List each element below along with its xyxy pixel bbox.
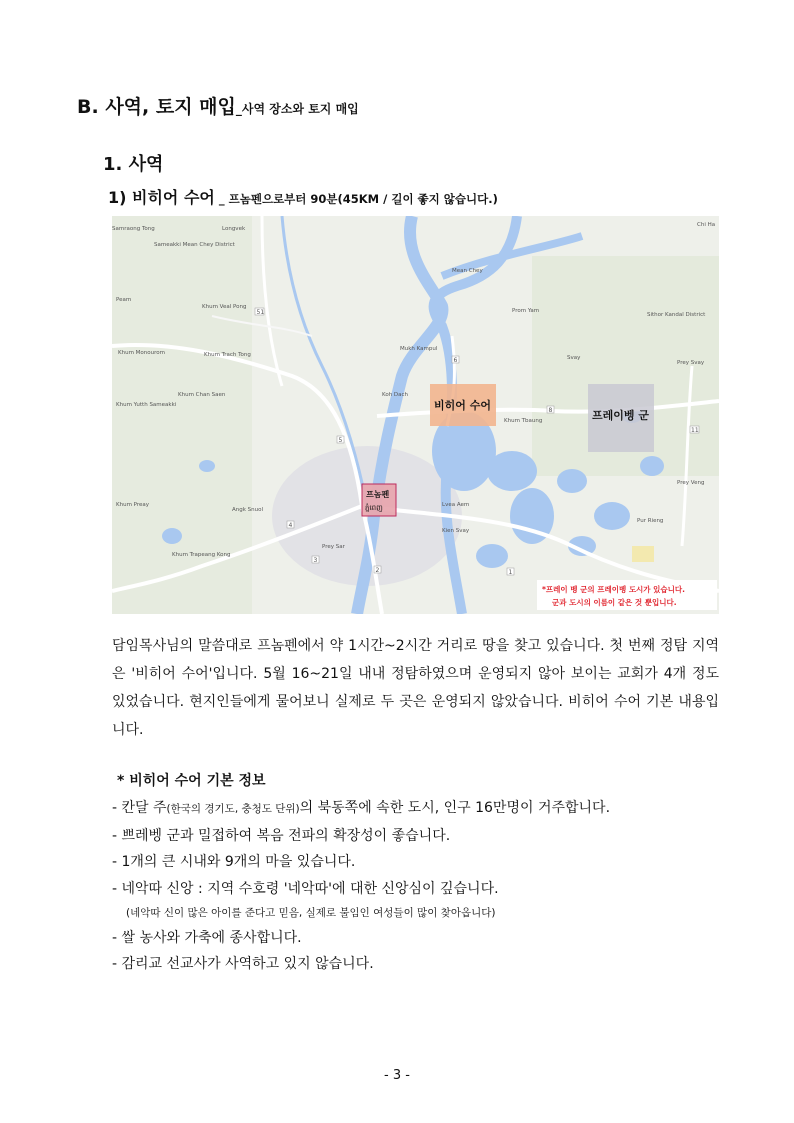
road-number: 3 xyxy=(313,557,318,564)
road-number: 2 xyxy=(375,567,380,574)
list-item: - 네악따 신앙 : 지역 수호령 '네악따'에 대한 신앙심이 깊습니다. xyxy=(112,881,499,897)
map-place: Sameakki Mean Chey District xyxy=(154,242,235,248)
map-place: Peam xyxy=(116,297,132,303)
map-place: Prey Veng xyxy=(677,480,705,486)
list-item-note: (네악따 신이 많은 아이를 준다고 믿음, 실제로 불임인 여성들이 많이 찾아옵니다) xyxy=(126,907,496,919)
phnom-penh-label: 프놈펜 xyxy=(366,490,390,499)
vihear-suor-label: 비히어 수어 xyxy=(434,399,491,412)
map-place: Chi Ha xyxy=(697,222,716,228)
map-place: Mean Chey xyxy=(452,268,483,274)
map-place: Longvek xyxy=(222,226,246,232)
map-place: Koh Dach xyxy=(382,392,409,398)
map-note-line-2: 군과 도시의 이름이 같은 것 뿐입니다. xyxy=(552,598,677,607)
list-item: - 1개의 큰 시내와 9개의 마을 있습니다. xyxy=(112,854,356,870)
info-title: * 비히어 수어 기본 정보 xyxy=(117,773,266,789)
map-place: Lvea Aem xyxy=(442,502,470,508)
prey-veng-label: 프레이벵 군 xyxy=(592,409,649,422)
list-item-text: 의 북동쪽에 속한 도시, 인구 16만명이 거주합니다. xyxy=(299,800,611,816)
road-number: 6 xyxy=(453,357,458,364)
road-number: 1 xyxy=(508,569,513,576)
list-item: - 쁘레벵 군과 밀접하여 복음 전파의 확장성이 좋습니다. xyxy=(112,828,451,844)
map-place: Pur Rieng xyxy=(637,518,664,524)
map-place: Khum Preay xyxy=(116,502,150,508)
road-number: 4 xyxy=(288,522,293,529)
heading-main: B. 사역, 토지 매입 xyxy=(77,96,236,118)
map-place: Angk Snuol xyxy=(232,507,264,513)
road-number: 8 xyxy=(548,407,553,414)
road-number: 5 xyxy=(338,437,343,444)
list-item xyxy=(112,797,610,817)
list-item-text: - 칸달 주 xyxy=(112,800,167,816)
section-title: 1. 사역 xyxy=(103,154,164,175)
map-note-line-1: *프레이 벵 군의 프레이벵 도시가 있습니다. xyxy=(542,585,685,594)
map-place: Sithor Kandal District xyxy=(647,312,706,318)
map-place: Khum Veal Pong xyxy=(202,304,247,310)
subsection-title-main: 1) 비히어 수어 xyxy=(108,188,215,207)
map-place: Khum Tbaung xyxy=(504,418,543,424)
road-number: 11 xyxy=(691,427,699,434)
phnom-penh-khmer-label: ភ្នំពេញ xyxy=(365,504,383,512)
subsection-title xyxy=(108,185,498,208)
map-place: Khum Chan Saen xyxy=(178,392,226,398)
page-number: - 3 - xyxy=(384,1068,410,1083)
map-place: Khum Monourom xyxy=(118,350,165,356)
map-place: Prey Sar xyxy=(322,544,345,550)
map-place: Svay xyxy=(567,355,581,361)
map-place: Khum Trach Tong xyxy=(204,352,251,358)
prey-veng-city-marker xyxy=(632,546,654,562)
map-place: Khum Trapeang Kong xyxy=(172,552,231,558)
map-place: Khum Yutth Sameakki xyxy=(116,402,177,408)
map-image xyxy=(112,216,719,614)
subsection-detail: _ 프놈펜으로부터 90분(45KM / 길이 좋지 않습니다.) xyxy=(214,192,498,206)
road-number: 51 xyxy=(256,309,265,316)
map-place: Samraong Tong xyxy=(112,226,155,232)
map-place: Prey Svay xyxy=(677,360,705,366)
section-heading xyxy=(77,92,359,119)
heading-sub: _사역 장소와 토지 매입 xyxy=(235,102,359,116)
map-place: Kien Svay xyxy=(442,528,470,534)
map-place: Prom Yam xyxy=(512,308,540,314)
list-item: - 감리교 선교사가 사역하고 있지 않습니다. xyxy=(112,956,374,972)
list-item: - 쌀 농사와 가축에 종사합니다. xyxy=(112,930,302,946)
list-item-small-text: (한국의 경기도, 충청도 단위) xyxy=(166,803,300,815)
map-place: Mukh Kampul xyxy=(400,346,438,352)
body-paragraph: 담임목사님의 말씀대로 프놈펜에서 약 1시간~2시간 거리로 땅을 찾고 있습니다. 첫 번째 정탐 지역은 '비히어 수어'입니다. 5월 16~21일 내내 정탐하였으며 운영되지 않아 보이는 교회가 4개 정도 있었습니다. 현지인들에게 물어보니 실제로 두 곳은 운영되지 않았습니다. 비히어 수어 기본 내용입니다. xyxy=(112,638,719,738)
